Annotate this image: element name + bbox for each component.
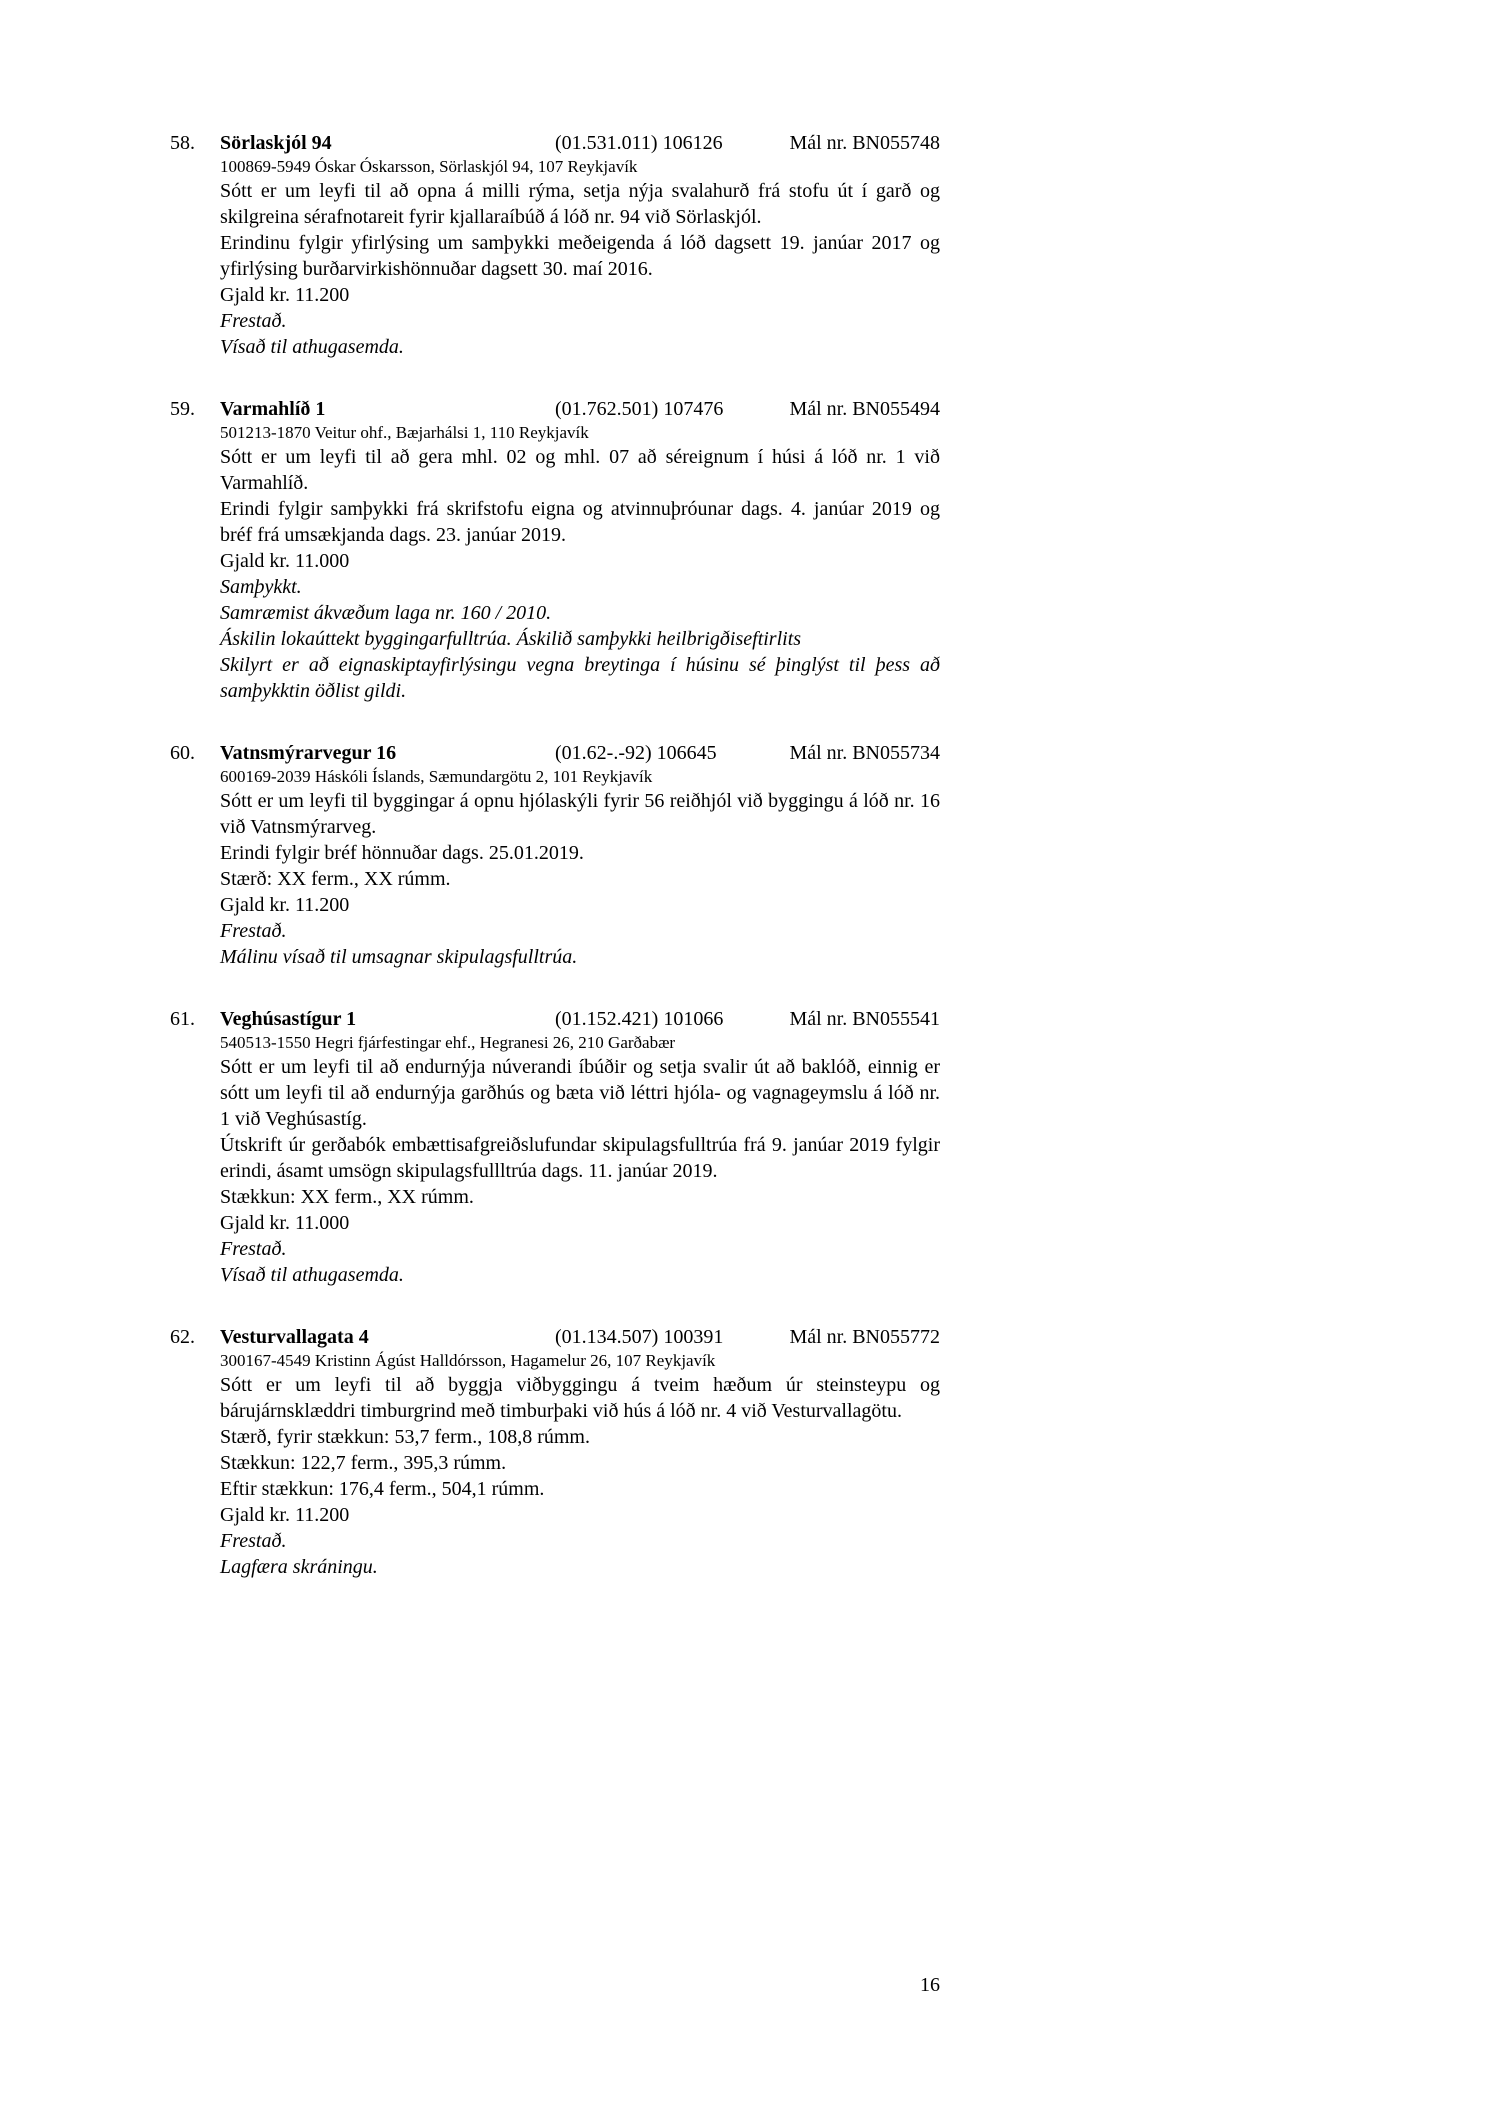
item-reference: (01.152.421) 101066 [555, 1008, 724, 1030]
body-paragraph: Sótt er um leyfi til að gera mhl. 02 og mhl. 07 að séreignum í húsi á lóð nr. 1 við Varmahlíð. [220, 446, 940, 494]
item-number: 60. [170, 742, 195, 764]
resolution-line: Samþykkt. [220, 576, 302, 598]
size-line: Stærð, fyrir stækkun: 53,7 ferm., 108,8 rúmm. [220, 1426, 590, 1448]
body-paragraph: Sótt er um leyfi til byggingar á opnu hjólaskýli fyrir 56 reiðhjól við byggingu á lóð nr. 16 við Vatnsmýrarveg. [220, 790, 940, 838]
item-reference: (01.62-.-92) 106645 [555, 742, 717, 764]
applicant-line: 100869-5949 Óskar Óskarsson, Sörlaskjól 94, 107 Reykjavík [220, 157, 638, 176]
item-reference: (01.134.507) 100391 [555, 1326, 724, 1348]
size-line: Stækkun: 122,7 ferm., 395,3 rúmm. [220, 1452, 507, 1474]
item-number: 62. [170, 1326, 195, 1348]
size-line: Stærð: XX ferm., XX rúmm. [220, 868, 451, 890]
body-paragraph: Sótt er um leyfi til að opna á milli rýma, setja nýja svalahurð frá stofu út í garð og skilgreina sérafnotareit fyrir kjallaraíbúð á lóð nr. 94 við Sörlaskjól. [220, 180, 940, 228]
item-reference: (01.762.501) 107476 [555, 398, 724, 420]
item-header [170, 396, 940, 422]
item-title: Vesturvallagata 4 [220, 1326, 369, 1348]
item-case-number: Mál nr. BN055541 [789, 1008, 940, 1030]
fee-line: Gjald kr. 11.000 [220, 550, 350, 572]
resolution-line: Frestað. [220, 1530, 287, 1552]
body-paragraph: Erindi fylgir samþykki frá skrifstofu eigna og atvinnuþróunar dags. 4. janúar 2019 og bréf frá umsækjanda dags. 23. janúar 2019. [220, 498, 940, 546]
resolution-line: Málinu vísað til umsagnar skipulagsfulltrúa. [220, 946, 578, 968]
item-header [170, 130, 940, 156]
agenda-item-62 [170, 1324, 940, 1580]
item-reference: (01.531.011) 106126 [555, 132, 723, 154]
body-paragraph: Erindi fylgir bréf hönnuðar dags. 25.01.2019. [220, 842, 584, 864]
agenda-item-59 [170, 396, 940, 704]
agenda-item-60 [170, 740, 940, 970]
item-title: Veghúsastígur 1 [220, 1008, 357, 1030]
resolution-line: Lagfæra skráningu. [220, 1556, 378, 1578]
item-number: 58. [170, 132, 195, 154]
resolution-line: Skilyrt er að eignaskiptayfirlýsingu vegna breytinga í húsinu sé þinglýst til þess að samþykktin öðlist gildi. [220, 654, 940, 702]
item-case-number: Mál nr. BN055748 [789, 132, 940, 154]
resolution-line: Frestað. [220, 1238, 287, 1260]
body-paragraph: Erindinu fylgir yfirlýsing um samþykki meðeigenda á lóð dagsett 19. janúar 2017 og yfirlýsing burðarvirkishönnuðar dagsett 30. maí 2016. [220, 232, 940, 280]
applicant-line: 300167-4549 Kristinn Ágúst Halldórsson, Hagamelur 26, 107 Reykjavík [220, 1351, 716, 1370]
fee-line: Gjald kr. 11.200 [220, 284, 350, 306]
applicant-line: 600169-2039 Háskóli Íslands, Sæmundargötu 2, 101 Reykjavík [220, 767, 653, 786]
agenda-item-61 [170, 1006, 940, 1288]
resolution-line: Frestað. [220, 920, 287, 942]
resolution-line: Áskilin lokaúttekt byggingarfulltrúa. Áskilið samþykki heilbrigðiseftirlits [220, 628, 802, 650]
size-line: Eftir stækkun: 176,4 ferm., 504,1 rúmm. [220, 1478, 545, 1500]
body-paragraph: Útskrift úr gerðabók embættisafgreiðslufundar skipulagsfulltrúa frá 9. janúar 2019 fylgir erindi, ásamt umsögn skipulagsfullltrúa dags. 11. janúar 2019. [220, 1134, 940, 1182]
item-number: 59. [170, 398, 195, 420]
item-title: Vatnsmýrarvegur 16 [220, 742, 397, 764]
fee-line: Gjald kr. 11.000 [220, 1212, 350, 1234]
body-paragraph: Sótt er um leyfi til að endurnýja núverandi íbúðir og setja svalir út að baklóð, einnig er sótt um leyfi til að endurnýja garðhús og bæta við léttri hjóla- og vagnageymslu á lóð nr. 1 við Veghúsastíg. [220, 1056, 940, 1130]
applicant-line: 501213-1870 Veitur ohf., Bæjarhálsi 1, 110 Reykjavík [220, 423, 589, 442]
item-title: Sörlaskjól 94 [220, 132, 332, 154]
applicant-line: 540513-1550 Hegri fjárfestingar ehf., Hegranesi 26, 210 Garðabær [220, 1033, 676, 1052]
resolution-line: Vísað til athugasemda. [220, 336, 404, 358]
fee-line: Gjald kr. 11.200 [220, 894, 350, 916]
document-page [170, 130, 940, 1616]
item-case-number: Mál nr. BN055734 [789, 742, 940, 764]
resolution-line: Samræmist ákvæðum laga nr. 160 / 2010. [220, 602, 552, 624]
agenda-item-58 [170, 130, 940, 360]
item-case-number: Mál nr. BN055494 [789, 398, 940, 420]
item-number: 61. [170, 1008, 195, 1030]
resolution-line: Frestað. [220, 310, 287, 332]
fee-line: Gjald kr. 11.200 [220, 1504, 350, 1526]
item-header [170, 740, 940, 766]
item-case-number: Mál nr. BN055772 [789, 1326, 940, 1348]
page-number: 16 [920, 1974, 940, 1996]
item-title: Varmahlíð 1 [220, 398, 326, 420]
item-header [170, 1006, 940, 1032]
item-header [170, 1324, 940, 1350]
body-paragraph: Sótt er um leyfi til að byggja viðbyggingu á tveim hæðum úr steinsteypu og bárujárnsklæddri timburgrind með timburþaki við hús á lóð nr. 4 við Vesturvallagötu. [220, 1374, 940, 1422]
resolution-line: Vísað til athugasemda. [220, 1264, 404, 1286]
size-line: Stækkun: XX ferm., XX rúmm. [220, 1186, 474, 1208]
